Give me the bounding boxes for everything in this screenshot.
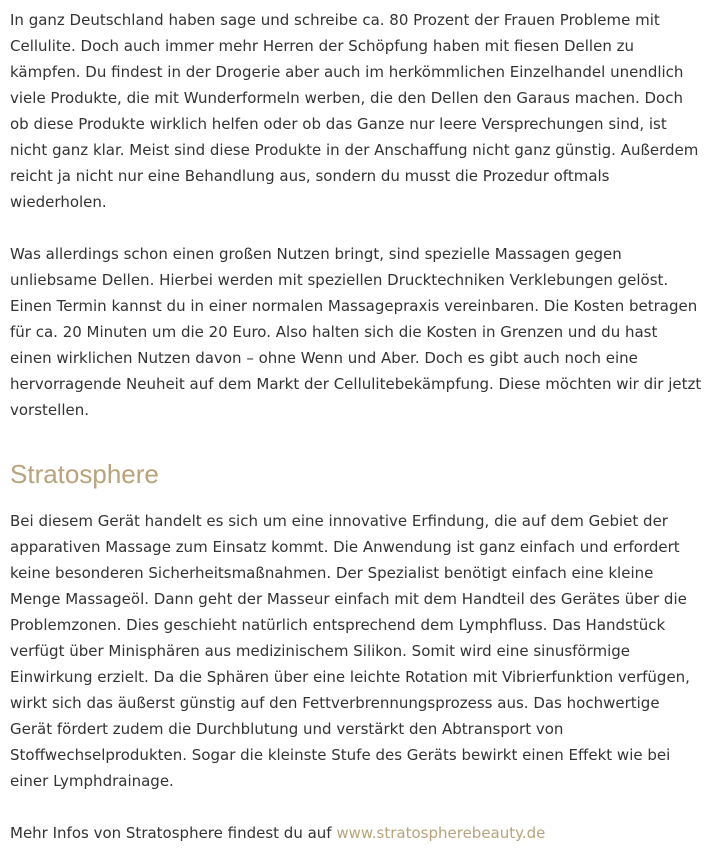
intro-paragraph: In ganz Deutschland haben sage und schreibe ca. 80 Prozent der Frauen Probleme mit Cellulite. Doch auch immer mehr Herren der Schöpfung haben mit fiesen Dellen zu kämpfen. Du findest in der Drogerie aber auch im herkömmlichen Einzelhandel unendlich viele Produkte, die mit Wunderformeln werben, die den Dellen den Garaus machen. Doch ob diese Produkte wirklich helfen oder ob das Ganze nur leere Versprechungen sind, ist nicht ganz klar. Meist sind diese Produkte in der Anschaffung nicht ganz günstig. Außerdem reicht ja nicht nur eine Behandlung aus, sondern du musst die Prozedur oftmals wiederholen. [10, 11, 699, 211]
more-info-text: Mehr Infos von Stratosphere findest du auf [10, 824, 337, 842]
massage-paragraph: Was allerdings schon einen großen Nutzen bringt, sind spezielle Massagen gegen unliebsame Dellen. Hierbei werden mit speziellen Drucktechniken Verklebungen gelöst. Einen Termin kannst du in einer normalen Massagepraxis vereinbaren. Die Kosten betragen für ca. 20 Minuten um die 20 Euro. Also halten sich die Kosten in Grenzen und du hast einen wirklichen Nutzen davon – ohne Wenn und Aber. Doch es gibt auch noch eine hervorragende Neuheit auf dem Markt der Cellulitebekämpfung. Diese möchten wir dir jetzt vorstellen. [10, 245, 702, 419]
stratosphere-link[interactable]: www.stratospherebeauty.de [336, 824, 546, 842]
device-paragraph: Bei diesem Gerät handelt es sich um eine innovative Erfindung, die auf dem Gebiet der apparativen Massage zum Einsatz kommt. Die Anwendung ist ganz einfach und erfordert keine besonderen Sicherheitsmaßnahmen. Der Spezialist benötigt einfach eine kleine Menge Massageöl. Dann geht der Masseur einfach mit dem Handteil des Gerätes über die Problemzonen. Dies geschieht natürlich entsprechend dem Lymphfluss. Das Handstück verfügt über Minisphären aus medizinischem Silikon. Somit wird eine sinusförmige Einwirkung erzielt. Da die Sphären über eine leichte Rotation mit Vibrierfunktion verfügen, wirkt sich das äußerst günstig auf den Fettverbrennungsprozess aus. Das hochwertige Gerät fördert zudem die Durchblutung und verstärkt den Abtransport von Stoffwechselprodukten. Sogar die kleinste Stufe des Geräts bewirkt einen Effekt wie bei einer Lymphdrainage. [10, 512, 690, 790]
more-info-paragraph [10, 820, 702, 846]
section-heading: Stratosphere [10, 459, 159, 489]
